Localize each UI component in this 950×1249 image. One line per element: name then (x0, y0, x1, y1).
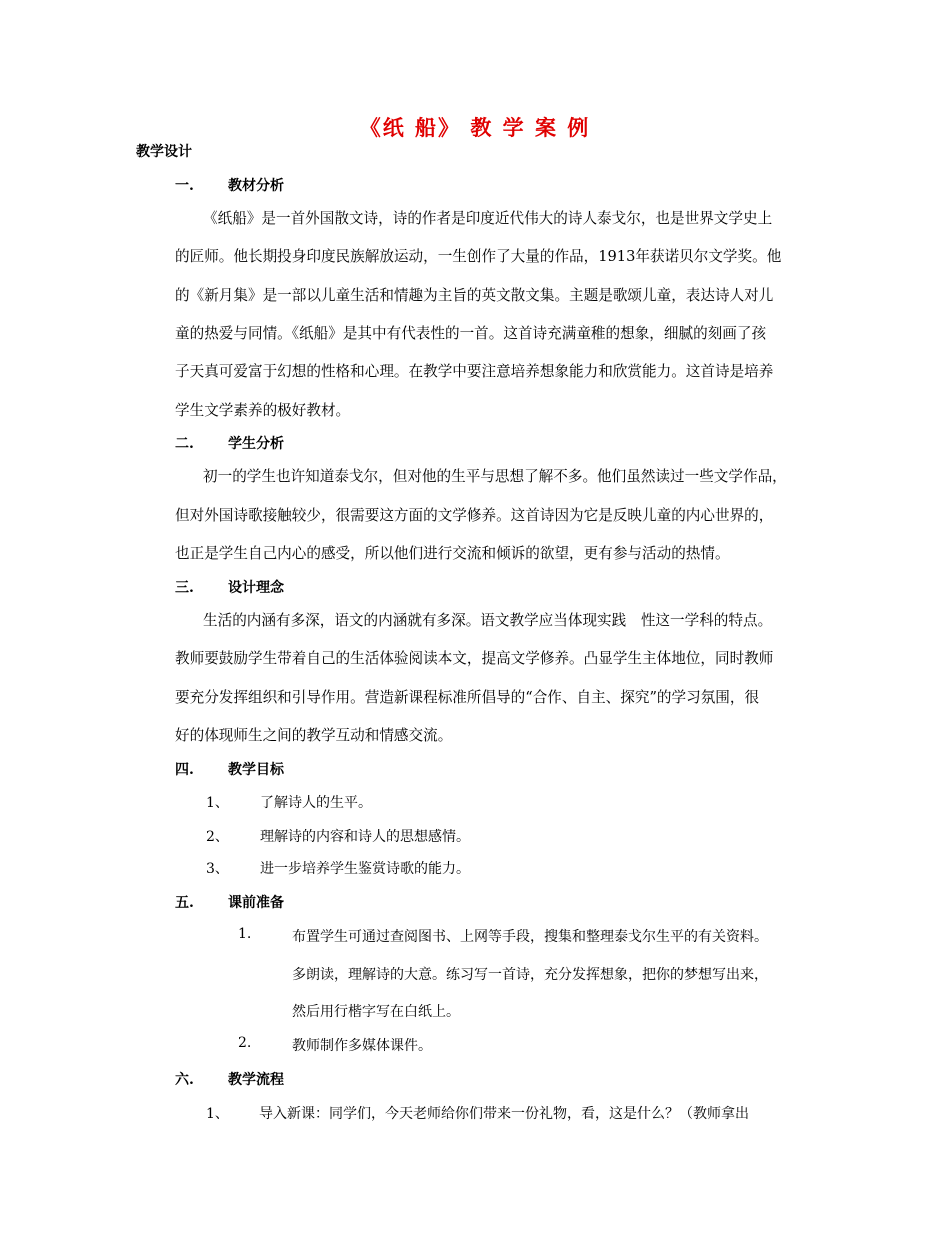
section-title: 教学目标 (228, 762, 284, 778)
section-number: 六. (175, 1072, 194, 1088)
paragraph-line: 教师要鼓励学生带着自己的生活体验阅读本文，提高文学修养。凸显学生主体地位，同时教师 (175, 650, 774, 667)
paragraph-line: 好的体现师生之间的教学互动和情感交流。 (175, 727, 453, 744)
list-number: 2、 (206, 829, 229, 845)
paragraph-line: 但对外国诗歌接触较少，很需要这方面的文学修养。这首诗因为它是反映儿童的内心世界的， (175, 507, 774, 524)
paragraph-line: 生活的内涵有多深，语文的内涵就有多深。语文教学应当体现实践 性这一学科的特点。 (203, 612, 773, 629)
section-title: 学生分析 (228, 436, 284, 452)
section-number: 二. (175, 436, 194, 452)
list-number: 2. (238, 1035, 252, 1051)
section-number: 三. (175, 580, 194, 596)
section-number: 五. (175, 895, 194, 911)
paragraph-line: 子天真可爱富于幻想的性格和心理。在教学中要注意培养想象能力和欣赏能力。这首诗是培养 (175, 363, 774, 380)
list-text: 理解诗的内容和诗人的思想感情。 (260, 829, 470, 845)
list-text: 了解诗人的生平。 (260, 795, 372, 811)
paragraph-line: 《纸船》是一首外国散文诗，诗的作者是印度近代伟大的诗人泰戈尔，也是世界文学史上 (203, 210, 773, 227)
section-title: 课前准备 (228, 895, 284, 911)
list-number: 1. (238, 926, 252, 942)
list-text: 教师制作多媒体课件。 (292, 1038, 432, 1054)
paragraph-line: 的《新月集》是一部以儿童生活和情趣为主旨的英文散文集。主题是歌颂儿童，表达诗人对儿 (175, 287, 774, 304)
paragraph-line: 学生文学素养的极好教材。 (175, 402, 351, 419)
paragraph-line: 初一的学生也许知道泰戈尔，但对他的生平与思想了解不多。他们虽然读过一些文学作品， (203, 468, 787, 485)
paragraph-line: 也正是学生自己内心的感受，所以他们进行交流和倾诉的欲望，更有参与活动的热情。 (175, 545, 730, 562)
list-number: 1、 (206, 795, 229, 811)
section-number: 一. (175, 178, 194, 194)
section-title: 教材分析 (228, 178, 284, 194)
list-number: 3、 (206, 861, 229, 877)
section-title: 教学流程 (228, 1072, 284, 1088)
list-text: 然后用行楷字写在白纸上。 (292, 1004, 460, 1020)
paragraph-line: 童的热爱与同情。《纸船》是其中有代表性的一首。这首诗充满童稚的想象，细腻的刻画了孩 (175, 325, 767, 342)
list-text: 进一步培养学生鉴赏诗歌的能力。 (260, 861, 470, 877)
document-title: 《纸 船》 教 学 案 例 (359, 115, 591, 140)
paragraph-line: 的匠师。他长期投身印度民族解放运动，一生创作了大量的作品，1913年获诺贝尔文学奖。他 (175, 248, 782, 265)
list-text: 多朗读，理解诗的大意。练习写一首诗，充分发挥想象，把你的梦想写出来， (292, 967, 768, 983)
paragraph-line: 要充分发挥组织和引导作用。营造新课程标准所倡导的“合作、自主、探究”的学习氛围，很 (175, 689, 760, 706)
list-text: 导入新课：同学们，今天老师给你们带来一份礼物，看，这是什么？（教师拿出 (259, 1106, 749, 1122)
section-number: 四. (175, 762, 194, 778)
section-title: 设计理念 (228, 580, 284, 596)
section-label: 教学设计 (136, 144, 192, 160)
list-number: 1、 (206, 1106, 229, 1122)
list-text: 布置学生可通过查阅图书、上网等手段，搜集和整理泰戈尔生平的有关资料。 (292, 929, 768, 945)
